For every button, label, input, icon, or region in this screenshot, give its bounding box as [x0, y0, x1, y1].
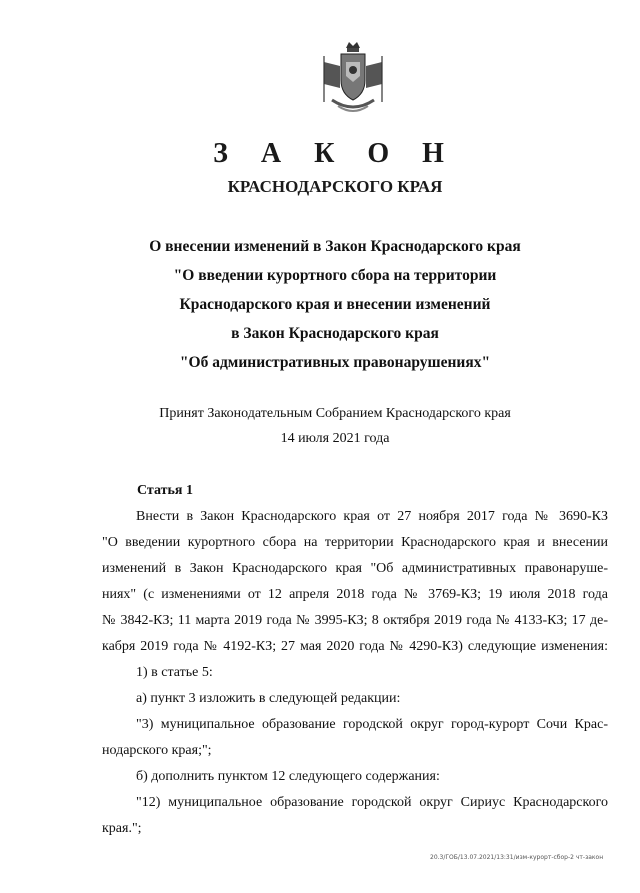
text-line: "12) муниципальное образование городской округ Сириус Краснодарского — [136, 795, 608, 810]
adoption-body: Принят Законодательным Собранием Краснодарского края — [159, 406, 511, 421]
sub-item-a: а) пункт 3 изложить в следующей редакции: — [136, 691, 401, 706]
law-heading — [0, 232, 640, 377]
heading-line: в Закон Краснодарского края — [231, 325, 439, 342]
list-item-1: 1) в статье 5: — [136, 665, 213, 680]
document-title: З А К О Н — [213, 138, 457, 169]
adoption-date: 14 июля 2021 года — [280, 431, 390, 446]
text-line: ниях" (с изменениями от 12 апреля 2018 года № 3769-КЗ; 19 июля 2018 года — [102, 587, 608, 602]
sub-item-b: б) дополнить пунктом 12 следующего содержания: — [136, 769, 440, 784]
text-line: "3) муниципальное образование городской округ город-курорт Сочи Крас- — [136, 717, 608, 732]
article-body — [102, 504, 608, 842]
footer-stamp: 20.3/ГОБ/13.07.2021/13:31/изм-курорт-сбор-2 чт-закон — [430, 854, 604, 861]
document-subtitle: КРАСНОДАРСКОГО КРАЯ — [227, 177, 443, 196]
text-line: "О введении курортного сбора на территории Краснодарского края и внесении — [102, 535, 608, 550]
heading-line: О внесении изменений в Закон Краснодарского края — [149, 238, 521, 255]
heading-line: "О введении курортного сбора на территории — [173, 267, 497, 284]
heading-line: Краснодарского края и внесении изменений — [179, 296, 491, 313]
text-line: кабря 2019 года № 4192-КЗ; 27 мая 2020 года № 4290-КЗ) следующие изменения: — [102, 639, 608, 654]
article-title: Статья 1 — [137, 483, 193, 498]
text-line: нодарского края;"; — [102, 743, 212, 758]
coat-of-arms-emblem — [318, 40, 388, 116]
text-line: края."; — [102, 821, 142, 836]
text-line: № 3842-КЗ; 11 марта 2019 года № 3995-КЗ; 8 октября 2019 года № 4133-КЗ; 17 де- — [102, 613, 608, 628]
heading-line: "Об административных правонарушениях" — [179, 354, 491, 371]
adoption-note — [0, 401, 640, 451]
text-line: Внести в Закон Краснодарского края от 27 ноября 2017 года № 3690-КЗ — [136, 509, 608, 524]
text-line: изменений в Закон Краснодарского края "Об административных правонаруше- — [102, 561, 608, 576]
